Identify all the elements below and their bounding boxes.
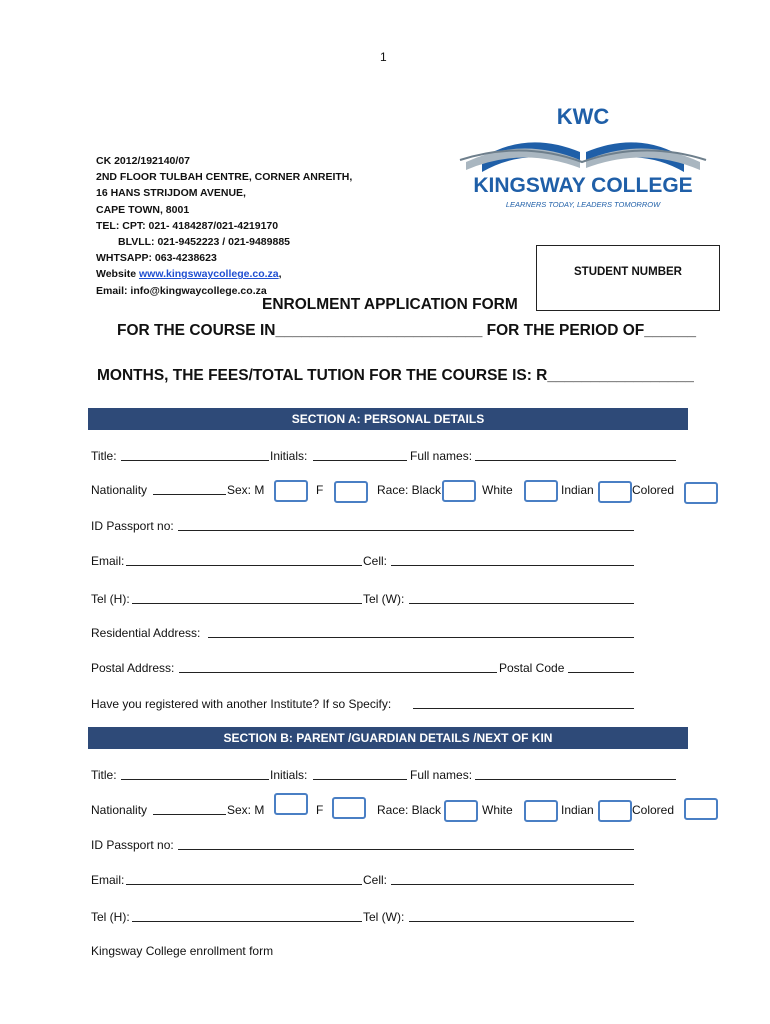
guardian-cell-label: Cell: <box>363 873 388 887</box>
sex-m-label: Sex: M <box>227 483 265 497</box>
guardian-sex-m-label: Sex: M <box>227 803 265 817</box>
race-colored-label: Colored <box>632 483 675 497</box>
initials-label: Initials: <box>270 449 308 463</box>
guardian-race-white-label: White <box>482 803 513 817</box>
telephone-cpt: TEL: CPT: 021- 4184287/021-4219170 <box>96 219 279 232</box>
email-address: Email: info@kingwaycollege.co.za <box>96 284 267 297</box>
guardian-tel-h-field[interactable] <box>132 910 362 922</box>
website-line <box>96 266 352 282</box>
guardian-initials-field[interactable] <box>313 768 407 780</box>
college-logo <box>452 100 714 212</box>
whatsapp-number: WHTSAPP: 063-4238623 <box>96 252 217 265</box>
residential-address-field[interactable] <box>208 626 634 638</box>
open-book-icon <box>452 100 714 212</box>
tel-w-field[interactable] <box>409 592 634 604</box>
guardian-race-colored-checkbox[interactable] <box>684 798 718 820</box>
id-passport-label: ID Passport no: <box>91 519 174 533</box>
race-black-checkbox[interactable] <box>442 480 476 502</box>
form-title: ENROLMENT APPLICATION FORM <box>262 296 518 313</box>
guardian-nationality-label: Nationality <box>91 803 148 817</box>
sex-f-label: F <box>316 483 324 497</box>
email-field[interactable] <box>126 554 362 566</box>
postal-code-label: Postal Code <box>499 661 565 675</box>
address-line-3: CAPE TOWN, 8001 <box>96 203 190 216</box>
website-link[interactable]: www.kingswaycollege.co.za <box>138 268 279 281</box>
guardian-full-names-field[interactable] <box>475 768 676 780</box>
course-period-line[interactable]: FOR THE COURSE IN________________________ FOR THE PERIOD OF______ <box>117 322 696 339</box>
logo-name: KINGSWAY COLLEGE <box>473 174 693 197</box>
guardian-cell-field[interactable] <box>391 873 634 885</box>
registered-other-field[interactable] <box>413 697 634 709</box>
race-indian-label: Indian <box>561 483 594 497</box>
sex-f-checkbox[interactable] <box>334 481 368 503</box>
guardian-sex-m-checkbox[interactable] <box>274 793 308 815</box>
website-label: Website <box>96 268 139 281</box>
address-line-2: 16 HANS STRIJDOM AVENUE, <box>96 187 246 200</box>
guardian-initials-label: Initials: <box>270 768 308 782</box>
section-b-header: SECTION B: PARENT /GUARDIAN DETAILS /NEXT OF KIN <box>88 727 688 749</box>
logo-tagline: LEARNERS TODAY, LEADERS TOMORROW <box>505 200 661 209</box>
registered-other-label: Have you registered with another Institute? If so Specify: <box>91 697 392 711</box>
race-indian-checkbox[interactable] <box>598 481 632 503</box>
tel-w-label: Tel (W): <box>363 592 405 606</box>
race-white-label: White <box>482 483 513 497</box>
email-label: Email: <box>91 554 125 568</box>
telephone-blvll: BLVLL: 021-9452223 / 021-9489885 <box>118 236 290 249</box>
guardian-tel-w-field[interactable] <box>409 910 634 922</box>
registration-number: CK 2012/192140/07 <box>96 155 190 167</box>
guardian-nationality-field[interactable] <box>153 803 226 815</box>
race-white-checkbox[interactable] <box>524 480 558 502</box>
residential-address-label: Residential Address: <box>91 626 201 640</box>
student-number-box[interactable] <box>536 245 720 311</box>
guardian-race-black-label: Race: Black <box>377 803 442 817</box>
guardian-email-label: Email: <box>91 873 125 887</box>
postal-address-field[interactable] <box>179 661 497 673</box>
guardian-id-passport-label: ID Passport no: <box>91 838 174 852</box>
guardian-full-names-label: Full names: <box>410 768 473 782</box>
nationality-field[interactable] <box>153 483 226 495</box>
guardian-race-indian-label: Indian <box>561 803 594 817</box>
cell-label: Cell: <box>363 554 388 568</box>
website-suffix: , <box>278 268 282 281</box>
guardian-race-indian-checkbox[interactable] <box>598 800 632 822</box>
address-line-1: 2ND FLOOR TULBAH CENTRE, CORNER ANREITH, <box>96 171 353 184</box>
guardian-tel-h-label: Tel (H): <box>91 910 130 924</box>
tel-h-field[interactable] <box>132 592 362 604</box>
fees-line[interactable]: MONTHS, THE FEES/TOTAL TUTION FOR THE COURSE IS: R_________________ <box>97 367 694 384</box>
tel-h-label: Tel (H): <box>91 592 130 606</box>
cell-field[interactable] <box>391 554 634 566</box>
sex-m-checkbox[interactable] <box>274 480 308 502</box>
full-names-field[interactable] <box>475 449 676 461</box>
guardian-id-passport-field[interactable] <box>178 838 634 850</box>
guardian-sex-f-checkbox[interactable] <box>332 797 366 819</box>
guardian-sex-f-label: F <box>316 803 324 817</box>
full-names-label: Full names: <box>410 449 473 463</box>
guardian-title-label: Title: <box>91 768 117 782</box>
postal-code-field[interactable] <box>568 661 634 673</box>
page-footer: Kingsway College enrollment form <box>91 944 274 958</box>
guardian-title-field[interactable] <box>121 768 269 780</box>
contact-block <box>96 153 352 299</box>
id-passport-field[interactable] <box>178 519 634 531</box>
guardian-race-colored-label: Colored <box>632 803 675 817</box>
race-black-label: Race: Black <box>377 483 442 497</box>
guardian-tel-w-label: Tel (W): <box>363 910 405 924</box>
page-number: 1 <box>380 50 387 64</box>
nationality-label: Nationality <box>91 483 148 497</box>
title-label: Title: <box>91 449 117 463</box>
logo-abbreviation: KWC <box>556 104 610 129</box>
guardian-race-white-checkbox[interactable] <box>524 800 558 822</box>
guardian-email-field[interactable] <box>126 873 362 885</box>
race-colored-checkbox[interactable] <box>684 482 718 504</box>
postal-address-label: Postal Address: <box>91 661 175 675</box>
guardian-race-black-checkbox[interactable] <box>444 800 478 822</box>
title-field[interactable] <box>121 449 269 461</box>
student-number-label: STUDENT NUMBER <box>574 266 682 278</box>
initials-field[interactable] <box>313 449 407 461</box>
section-a-header: SECTION A: PERSONAL DETAILS <box>88 408 688 430</box>
